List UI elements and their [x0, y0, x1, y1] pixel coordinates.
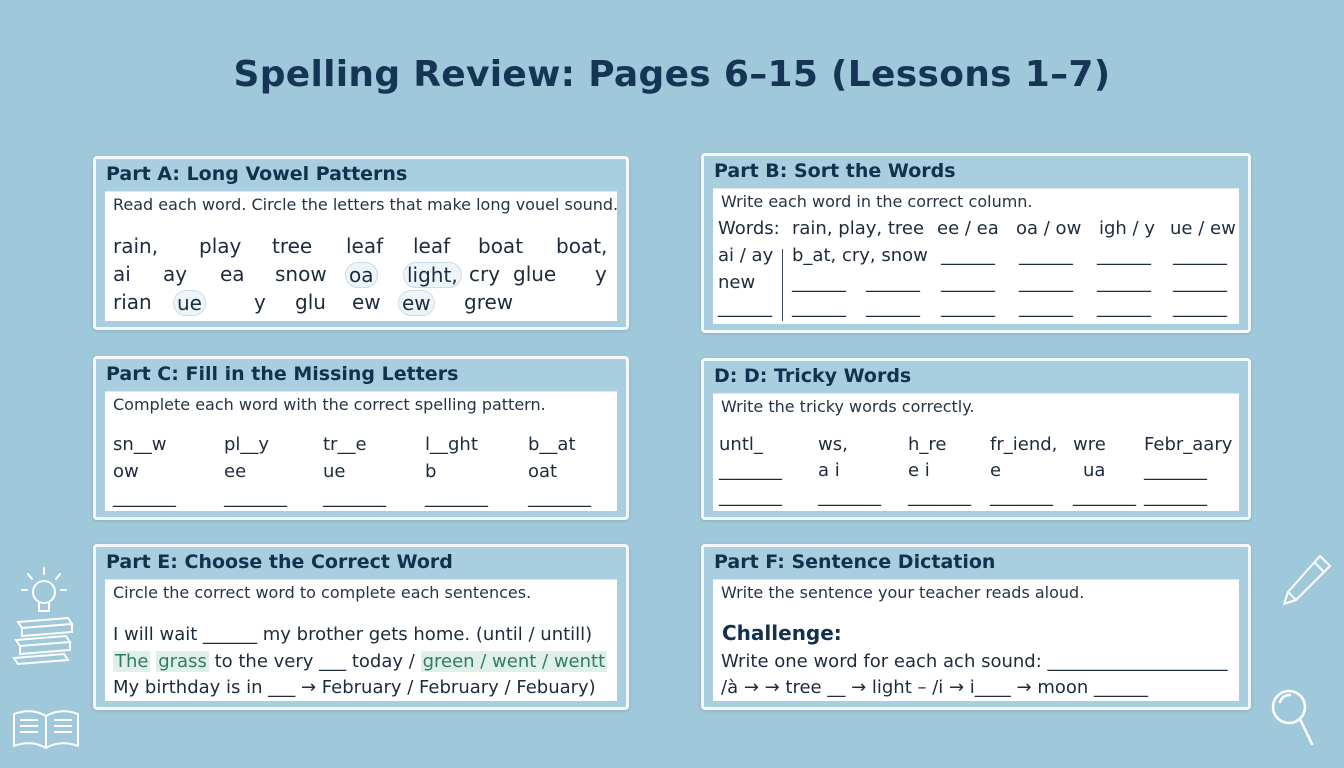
part-d-heading: D: D: Tricky Words — [714, 365, 912, 387]
part-a-pattern: grew — [464, 290, 514, 314]
part-e-instruction: Circle the correct word to complete each sentences. — [113, 583, 532, 602]
tricky-word: untl_ — [719, 434, 763, 455]
tricky-hint: e i — [908, 460, 930, 481]
answer-blank[interactable]: ______ — [1097, 272, 1151, 293]
answer-blank[interactable]: ______ — [1173, 297, 1227, 318]
answer-blank[interactable]: ______ — [1019, 297, 1073, 318]
answer-blank[interactable]: ______ — [1019, 272, 1073, 293]
answer-blank[interactable]: ______ — [1173, 272, 1227, 293]
part-b-panel — [701, 153, 1251, 333]
answer-blank[interactable]: ______ — [1097, 297, 1151, 318]
answer-blank[interactable]: ______ — [792, 297, 846, 318]
highlighted-choices[interactable]: green / went / wentt — [422, 651, 606, 672]
part-a-circled-pattern[interactable]: oa — [345, 262, 378, 288]
part-a-word: play — [199, 234, 242, 258]
answer-blank[interactable]: ______ — [866, 297, 920, 318]
column-header: ue / ew — [1170, 218, 1236, 239]
answer-blank[interactable]: _______ — [425, 487, 488, 508]
missing-letter-word: sn__w — [113, 434, 167, 455]
pattern-hint: b — [425, 461, 437, 482]
part-a-word: tree — [272, 234, 313, 258]
part-a-body — [105, 191, 617, 321]
part-a-pattern: snow — [275, 262, 327, 286]
answer-blank[interactable]: ______ — [941, 297, 995, 318]
highlighted-word[interactable]: grass — [158, 651, 207, 672]
answer-blank[interactable]: ______ — [866, 272, 920, 293]
missing-letter-word: pl__y — [224, 434, 270, 455]
part-a-circled-pattern[interactable]: ew — [398, 290, 435, 316]
part-a-circled-pattern[interactable]: ue — [173, 290, 206, 316]
part-a-word: boat — [478, 234, 524, 258]
page-title: Spelling Review: Pages 6–15 (Lessons 1–7) — [233, 54, 1111, 95]
part-a-pattern: ew — [352, 290, 381, 314]
part-a-word: rain, — [113, 234, 159, 258]
pattern-hint: ue — [323, 461, 346, 482]
part-b-heading: Part B: Sort the Words — [714, 160, 956, 182]
pencil-icon — [1276, 552, 1334, 612]
column-header: ee / ea — [937, 218, 999, 239]
missing-letter-word: l__ght — [425, 434, 478, 455]
part-a-word: leaf — [346, 234, 384, 258]
part-a-pattern: rian — [113, 290, 152, 314]
lightbulb-books-icon — [6, 562, 82, 670]
part-b-body — [713, 188, 1239, 324]
word-bank: rain, play, tree — [792, 218, 925, 239]
part-c-heading: Part C: Fill in the Missing Letters — [106, 363, 459, 385]
answer-blank[interactable]: _______ — [1073, 486, 1136, 507]
part-a-word: leaf — [413, 234, 451, 258]
column-header: igh / y — [1099, 218, 1155, 239]
answer-blank[interactable]: _______ — [528, 487, 591, 508]
row-label: new — [718, 272, 756, 293]
tricky-word: wre — [1073, 434, 1106, 455]
part-b-instruction: Write each word in the correct column. — [721, 192, 1033, 211]
answer-blank[interactable]: ______ — [1173, 245, 1227, 266]
sentence-2-start: The — [115, 651, 149, 672]
pattern-hint: oat — [528, 461, 558, 482]
tricky-hint: e — [990, 460, 1002, 481]
word-bank: b_at, cry, snow — [792, 245, 928, 266]
part-a-pattern: cry — [469, 262, 501, 286]
sentence-2 — [113, 651, 607, 672]
sentence-2-middle: to the very ___ today / — [214, 651, 415, 672]
tricky-hint: a i — [818, 460, 840, 481]
part-d-instruction: Write the tricky words correctly. — [721, 397, 975, 416]
part-c-panel — [93, 356, 629, 520]
answer-blank[interactable]: _______ — [1144, 460, 1207, 481]
answer-blank[interactable]: ______ — [1097, 245, 1151, 266]
answer-blank[interactable]: ______ — [1019, 245, 1073, 266]
words-label: Words: — [718, 218, 780, 239]
part-c-body — [105, 391, 617, 511]
part-a-panel — [93, 156, 629, 330]
part-a-pattern: ai — [113, 262, 131, 286]
answer-blank[interactable]: _______ — [224, 487, 287, 508]
part-c-instruction: Complete each word with the correct spelling pattern. — [113, 395, 546, 414]
answer-blank[interactable]: _______ — [1144, 486, 1207, 507]
pattern-hint: ee — [224, 461, 247, 482]
part-f-body — [713, 579, 1239, 701]
answer-blank[interactable]: _______ — [818, 486, 881, 507]
answer-blank[interactable]: ______ — [941, 245, 995, 266]
column-header: oa / ow — [1016, 218, 1082, 239]
row-label: ai / ay — [718, 245, 774, 266]
part-e-panel — [93, 544, 629, 710]
part-a-pattern: y — [595, 262, 607, 286]
answer-blank[interactable]: _______ — [908, 486, 971, 507]
tricky-word: h_re — [908, 434, 947, 455]
tricky-word: ws, — [818, 434, 848, 455]
answer-blank[interactable]: _______ — [323, 487, 386, 508]
part-a-pattern: y — [254, 290, 266, 314]
answer-blank[interactable]: ______ — [718, 297, 772, 318]
answer-blank[interactable]: _______ — [719, 460, 782, 481]
part-e-heading: Part E: Choose the Correct Word — [106, 551, 453, 573]
missing-letter-word: b__at — [528, 434, 576, 455]
challenge-line-2: /à → → tree __ → light – /i → i____ → moon ______ — [721, 677, 1149, 698]
sentence-1: I will wait ______ my brother gets home. (until / untill) — [113, 624, 593, 645]
challenge-line-1: Write one word for each ach sound: ____________________ — [721, 651, 1228, 672]
part-a-word: boat, — [556, 234, 608, 258]
tricky-word: Febr_aary — [1144, 434, 1233, 455]
answer-blank[interactable]: ______ — [792, 272, 846, 293]
part-d-body — [713, 393, 1239, 511]
part-a-instruction: Read each word. Circle the letters that make long vouel sound. — [113, 195, 619, 214]
column-divider — [782, 249, 783, 321]
part-f-heading: Part F: Sentence Dictation — [714, 551, 996, 573]
missing-letter-word: tr__e — [323, 434, 367, 455]
pattern-hint: ow — [113, 461, 139, 482]
part-a-heading: Part A: Long Vowel Patterns — [106, 163, 408, 185]
part-f-panel — [701, 544, 1251, 710]
part-e-body — [105, 579, 617, 701]
answer-blank[interactable]: _______ — [113, 487, 176, 508]
part-f-instruction: Write the sentence your teacher reads aloud. — [721, 583, 1085, 602]
tricky-word: fr_iend, — [990, 434, 1058, 455]
tricky-hint: ua — [1083, 460, 1106, 481]
part-a-pattern: ea — [220, 262, 245, 286]
part-a-pattern: ay — [163, 262, 188, 286]
part-a-pattern: glue — [513, 262, 557, 286]
part-d-panel — [701, 358, 1251, 520]
open-book-icon — [10, 706, 82, 754]
challenge-heading: Challenge: — [722, 621, 842, 645]
answer-blank[interactable]: ______ — [941, 272, 995, 293]
answer-blank[interactable]: _______ — [990, 486, 1053, 507]
magnifying-glass-icon — [1268, 686, 1318, 750]
answer-blank[interactable]: _______ — [719, 486, 782, 507]
sentence-3: My birthday is in ___ → February / February / Febuary) — [113, 677, 596, 698]
part-a-pattern: glu — [295, 290, 326, 314]
part-a-circled-pattern[interactable]: light, — [403, 262, 462, 288]
